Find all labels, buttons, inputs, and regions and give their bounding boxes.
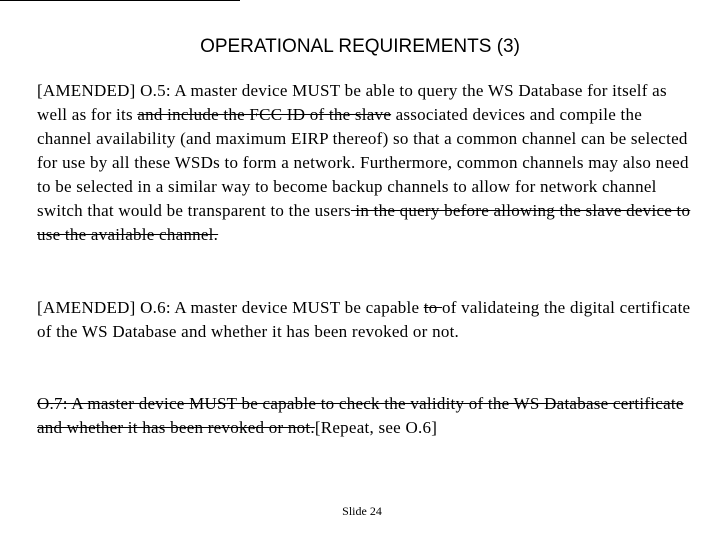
- o6-text-3: ing: [516, 298, 540, 317]
- top-divider: [0, 0, 240, 1]
- slide-number: Slide 24: [342, 504, 382, 518]
- o6-text-1: [AMENDED] O.6: A master device MUST be capable: [37, 298, 424, 317]
- requirement-o6: [37, 296, 697, 344]
- o6-text-2: of validate: [442, 298, 517, 317]
- requirement-o7: [37, 392, 697, 440]
- requirement-o5: [37, 79, 697, 247]
- o5-text-1: [AMENDED] O.5: A master device MUST be able to query the WS Database for itself as well as for its: [37, 81, 667, 124]
- o5-text-2: associated devices and compile the channel availability (and maximum EIRP thereof) so that a common channel can be selected for use by all these WSDs to form a network. Furthermore, common channels may also need to be selected in a similar way to become backup channels to allow for network channel switch that would be transparent to the users: [37, 105, 689, 220]
- o7-repeat-note: [Repeat, see O.6]: [314, 418, 438, 437]
- slide-title: OPERATIONAL REQUIREMENTS (3): [200, 36, 520, 57]
- o5-deleted-text-1: and include the FCC ID of the slave: [137, 105, 392, 124]
- o6-text-4: the digital certificate of the WS Database and whether it has been revoked or not.: [37, 298, 691, 341]
- o6-deleted-text: to: [423, 298, 442, 317]
- o7-deleted-text: O.7: A master device MUST be capable to check the validity of the WS Database certificate and whether it has been revoked or not.: [37, 394, 684, 437]
- o5-deleted-text-2: in the query before allowing the slave device to use the available channel.: [37, 201, 691, 244]
